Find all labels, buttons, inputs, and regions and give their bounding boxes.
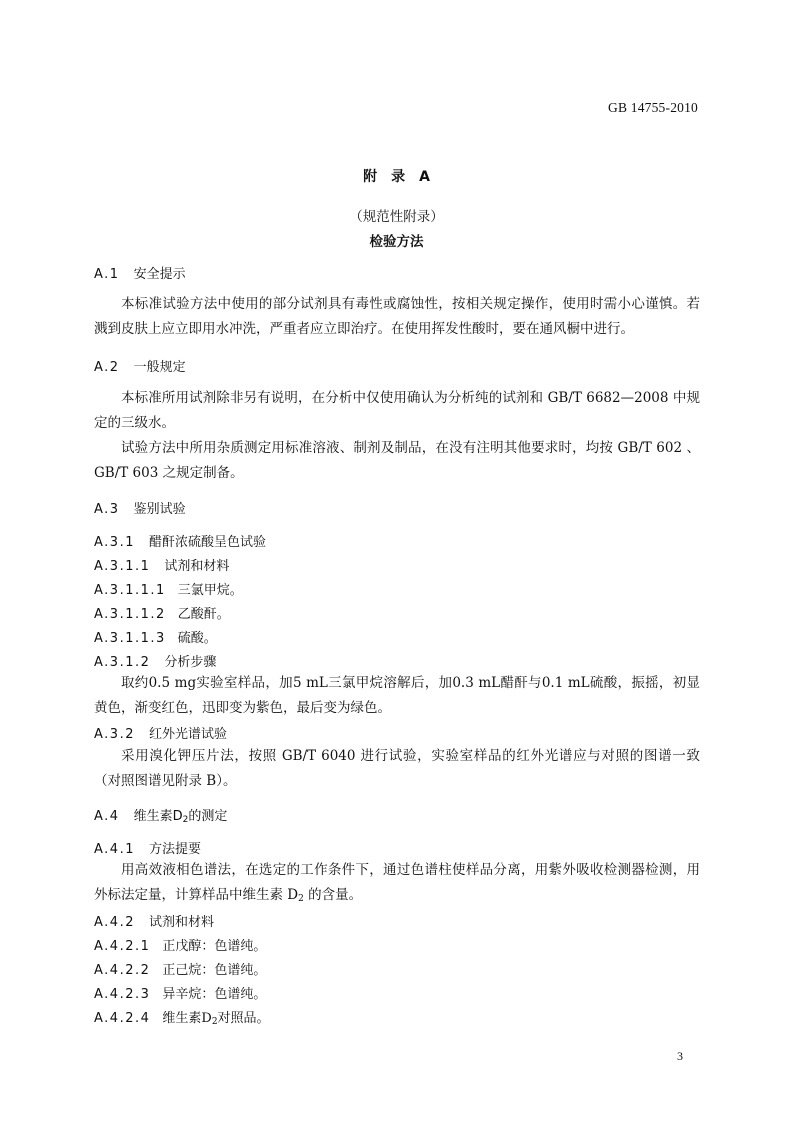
appendix-subtitle: （规范性附录） xyxy=(349,209,444,225)
section-title: 方法提要 xyxy=(148,842,201,857)
section-number: A.2 xyxy=(94,360,120,375)
list-item xyxy=(94,579,243,598)
section-number: A.4.1 xyxy=(94,842,135,857)
subscript: 2 xyxy=(298,893,304,904)
section-title: 安全提示 xyxy=(133,267,186,282)
paragraph-safety: 本标准试验方法中使用的部分试剂具有毒性或腐蚀性，按相关规定操作，使用时需小心谨慎。若溅到皮肤上应立即用水冲洗，严重者应立即治疗。在使用挥发性酸时，要在通风橱中进行。 xyxy=(94,296,700,337)
item-number: A.3.1.1.2 xyxy=(94,607,166,622)
section-heading-a4 xyxy=(94,805,227,825)
section-title: 一般规定 xyxy=(133,360,186,375)
appendix-title: 附 录 A xyxy=(363,169,430,185)
title-text: 维生素D xyxy=(133,809,183,824)
section-title: 试剂和材料 xyxy=(148,915,214,930)
subscript: 2 xyxy=(182,815,189,825)
section-number: A.1 xyxy=(94,267,120,282)
item-text-tail: 对照品。 xyxy=(217,1011,270,1026)
item-text: 三氯甲烷。 xyxy=(177,583,243,598)
section-number: A.3.1.2 xyxy=(94,655,151,670)
section-title: 分析步骤 xyxy=(164,655,217,670)
list-item xyxy=(94,983,266,1002)
paragraph-infrared: 采用溴化钾压片法，按照 GB/T 6040 进行试验，实验室样品的红外光谱应与对照的图谱一致（对照图谱见附录 B）。 xyxy=(94,748,700,789)
section-number: A.3.1.1 xyxy=(94,559,151,574)
item-number: A.4.2.3 xyxy=(94,987,151,1002)
list-item xyxy=(94,1007,270,1027)
paragraph-general-2: 试验方法中所用杂质测定用标准溶液、制剂及制品，在没有注明其他要求时，均按 GB/T 602 、GB/T 603 之规定制备。 xyxy=(94,440,700,481)
section-title: 鉴别试验 xyxy=(133,502,186,517)
section-heading-a1 xyxy=(94,263,186,282)
item-text: 硫酸。 xyxy=(177,631,217,646)
item-number: A.4.2.2 xyxy=(94,963,151,978)
section-heading-a42 xyxy=(94,911,214,930)
section-heading-a41 xyxy=(94,838,201,857)
section-heading-a312 xyxy=(94,651,216,670)
para-text-tail: 的含量。 xyxy=(303,886,363,903)
standard-code: GB 14755-2010 xyxy=(608,100,698,115)
section-title: 试剂和材料 xyxy=(164,559,230,574)
item-text: 乙酸酐。 xyxy=(177,607,230,622)
section-heading-a31 xyxy=(94,531,266,550)
item-number: A.4.2.4 xyxy=(94,1011,151,1026)
item-number: A.4.2.1 xyxy=(94,939,151,954)
paragraph-procedure: 取约0.5 mg实验室样品，加5 mL三氯甲烷溶解后，加0.3 mL醋酐与0.1 mL硫酸，振摇，初显黄色，渐变红色，迅即变为紫色，最后变为绿色。 xyxy=(94,675,700,716)
page-number: 3 xyxy=(677,1049,683,1063)
section-heading-a3 xyxy=(94,498,186,517)
section-heading-a2 xyxy=(94,356,186,375)
item-text-main: 维生素D xyxy=(162,1011,212,1026)
section-number: A.4 xyxy=(94,809,120,824)
section-number: A.3.2 xyxy=(94,727,135,742)
para-text: 用高效液相色谱法，在选定的工作条件下，通过色谱柱使样品分离，用紫外吸收检测器检测，用外标法定量，计算样品中维生素 D xyxy=(94,862,700,903)
title-tail: 的测定 xyxy=(188,809,228,824)
subscript: 2 xyxy=(211,1017,218,1027)
appendix-name: 检验方法 xyxy=(369,234,424,250)
section-number: A.3 xyxy=(94,502,120,517)
paragraph-method xyxy=(94,858,700,911)
item-text: 正己烷：色谱纯。 xyxy=(162,963,267,978)
item-text: 异辛烷：色谱纯。 xyxy=(162,987,267,1002)
section-title: 醋酐浓硫酸呈色试验 xyxy=(148,535,266,550)
list-item xyxy=(94,603,230,622)
item-text: 正戊醇：色谱纯。 xyxy=(162,939,267,954)
section-title xyxy=(134,809,228,824)
paragraph-general-1: 本标准所用试剂除非另有说明，在分析中仅使用确认为分析纯的试剂和 GB/T 6682—2008 中规定的三级水。 xyxy=(94,390,700,431)
list-item xyxy=(94,935,266,954)
section-heading-a32 xyxy=(94,723,227,742)
list-item xyxy=(94,627,217,646)
section-heading-a311 xyxy=(94,555,229,574)
section-number: A.3.1 xyxy=(94,535,135,550)
item-number: A.3.1.1.3 xyxy=(94,631,166,646)
item-number: A.3.1.1.1 xyxy=(94,583,166,598)
section-number: A.4.2 xyxy=(94,915,135,930)
list-item xyxy=(94,959,266,978)
section-title: 红外光谱试验 xyxy=(148,727,227,742)
item-text xyxy=(162,1011,269,1026)
